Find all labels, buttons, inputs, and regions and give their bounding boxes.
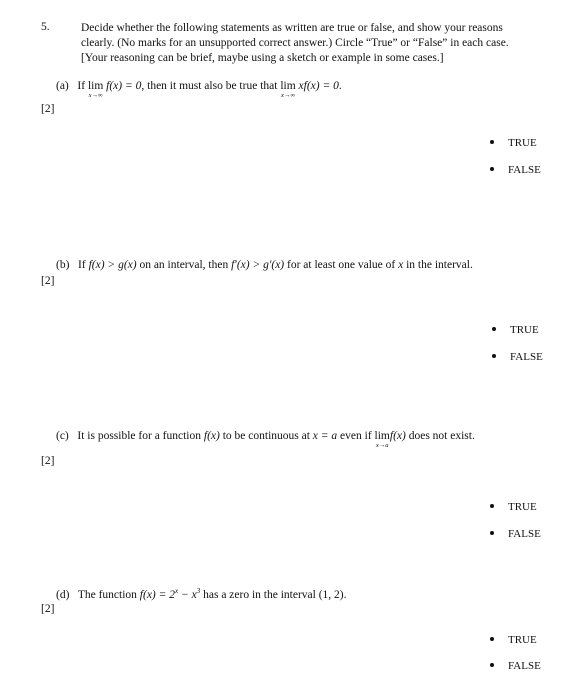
part-b-statement: (b) If f(x) > g(x) on an interval, then f′(x) > g′(x) for at least one value of x in the interval. bbox=[56, 259, 473, 271]
part-d-marks: [2] bbox=[41, 603, 55, 615]
instruction-line: Decide whether the following statements as written are true or false, and show your reasons bbox=[81, 22, 503, 34]
bullet-icon bbox=[490, 663, 494, 667]
instruction-line: clearly. (No marks for an unsupported correct answer.) Circle “True” or “False” in each case. bbox=[81, 37, 509, 49]
part-c-marks: [2] bbox=[41, 455, 55, 467]
part-c-statement: (c) It is possible for a function f(x) to be continuous at x = a even if lim x→a f(x) does not exist. bbox=[56, 430, 475, 449]
false-option[interactable]: FALSE bbox=[490, 164, 541, 176]
part-label: (a) bbox=[56, 80, 69, 92]
false-option[interactable]: FALSE bbox=[490, 528, 541, 540]
math-expression: f′(x) > g′(x) bbox=[231, 259, 285, 271]
instruction-line: [Your reasoning can be brief, maybe using a sketch or example in some cases.] bbox=[81, 52, 444, 64]
part-d-statement: (d) The function $f(x) = 2^x - x^3$ has a zero in the interval (1, 2). bbox=[56, 587, 347, 601]
math-expression: f(x) > g(x) bbox=[88, 259, 137, 271]
math-expression: f(x) bbox=[203, 430, 220, 442]
limit-expression: lim x→∞ bbox=[280, 80, 296, 99]
bullet-icon bbox=[490, 531, 494, 535]
part-label: (b) bbox=[56, 259, 70, 271]
part-b-marks: [2] bbox=[41, 275, 55, 287]
true-option[interactable]: TRUE bbox=[492, 324, 539, 336]
bullet-icon bbox=[492, 354, 496, 358]
false-option[interactable]: FALSE bbox=[492, 351, 543, 363]
bullet-icon bbox=[490, 140, 494, 144]
math-expression: f(x) = 0 bbox=[106, 80, 142, 92]
limit-expression: lim x→∞ bbox=[87, 80, 104, 99]
limit-expression: lim x→a bbox=[374, 430, 390, 449]
false-option[interactable]: FALSE bbox=[490, 660, 541, 672]
math-expression: $f(x) = 2^x - x^3$ bbox=[139, 587, 201, 601]
true-option[interactable]: TRUE bbox=[490, 634, 537, 646]
part-label: (d) bbox=[56, 588, 70, 601]
part-a-statement: (a) If lim x→∞ f(x) = 0, then it must also be true that lim x→∞ xf(x) = 0. bbox=[56, 80, 342, 99]
math-expression: (1, 2) bbox=[318, 588, 344, 601]
part-label: (c) bbox=[56, 430, 69, 442]
math-expression: f(x) bbox=[389, 430, 406, 442]
true-option[interactable]: TRUE bbox=[490, 137, 537, 149]
question-number: 5. bbox=[41, 21, 50, 33]
math-expression: x = a bbox=[312, 430, 338, 442]
bullet-icon bbox=[490, 504, 494, 508]
bullet-icon bbox=[492, 327, 496, 331]
question-instructions bbox=[81, 21, 551, 66]
bullet-icon bbox=[490, 167, 494, 171]
math-variable: x bbox=[398, 259, 404, 271]
true-option[interactable]: TRUE bbox=[490, 501, 537, 513]
math-expression: xf(x) = 0 bbox=[298, 80, 339, 92]
part-a-marks: [2] bbox=[41, 103, 55, 115]
bullet-icon bbox=[490, 637, 494, 641]
